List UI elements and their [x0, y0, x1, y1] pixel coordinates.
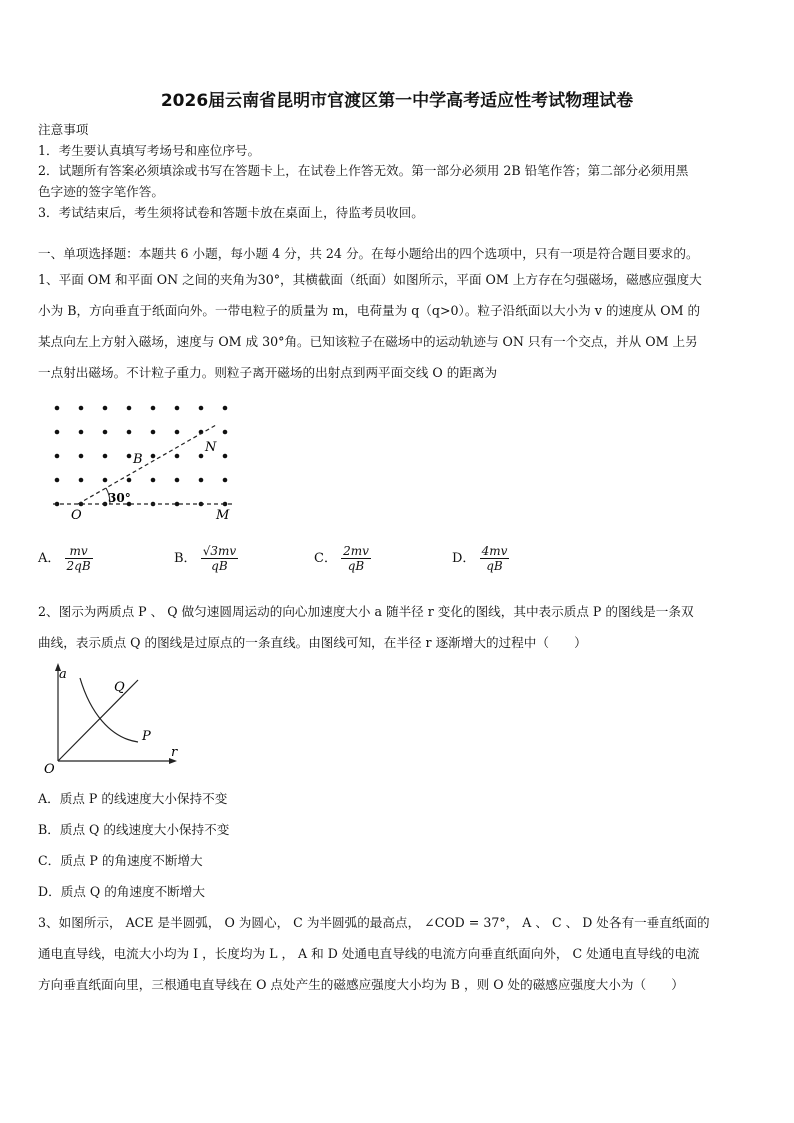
label-P: P: [142, 729, 151, 744]
label-B: B: [133, 452, 143, 467]
field-dot: [79, 478, 84, 483]
field-dot: [223, 430, 228, 435]
field-dot: [55, 478, 60, 483]
q1-option-c[interactable]: C． $\frac{2mv}{qB}$: [314, 544, 369, 573]
plane-ON-line: [78, 425, 216, 504]
q1-option-b-fraction: $\frac{√3mv}{qB}$: [202, 544, 237, 573]
field-dot: [175, 454, 180, 459]
notice-item-1: 1．考生要认真填写考场号和座位序号。: [38, 143, 261, 158]
field-dot: [55, 430, 60, 435]
notice-heading: 注意事项: [38, 122, 89, 137]
field-dot: [223, 454, 228, 459]
field-dot: [175, 406, 180, 411]
q1-option-a-fraction: $\frac{mv}{2qB}$: [66, 544, 91, 573]
label-O: O: [71, 508, 82, 523]
field-dot: [79, 454, 84, 459]
q3-line-1: 3、如图所示， ACE 是半圆弧， O 为圆心， C 为半圆弧的最高点， ∠COD = 37°， A 、 C 、 D 处各有一垂直纸面的: [38, 915, 710, 930]
q2-figure: [42, 660, 192, 778]
field-dot: [199, 454, 204, 459]
notice-item-2: 2．试题所有答案必须填涂或书写在答题卡上，在试卷上作答无效。第一部分必须用 2B 铅笔作答；第二部分必须用黑: [38, 163, 689, 178]
field-dot: [151, 430, 156, 435]
field-dot: [127, 406, 132, 411]
q1-figure: [40, 395, 250, 525]
q3-line-3: 方向垂直纸面向里，三根通电直导线在 O 点处产生的磁感应强度大小均为 B ，则 O 处的磁感应强度大小为（ ）: [38, 977, 684, 992]
label-M: M: [216, 508, 230, 523]
label-Q: Q: [114, 680, 125, 695]
field-dot: [127, 478, 132, 483]
q3-line-2: 通电直导线，电流大小均为 I ，长度均为 L ， A 和 D 处通电直导线的电流方向垂直纸面向外， C 处通电直导线的电流: [38, 946, 700, 961]
q1-line-2: 小为 B，方向垂直于纸面向外。一带电粒子的质量为 m，电荷量为 q（q>0）。粒子沿纸面以大小为 v 的速度从 OM 的: [38, 303, 701, 318]
field-dot: [79, 406, 84, 411]
q1-line-1: 1、平面 OM 和平面 ON 之间的夹角为30°，其横截面（纸面）如图所示，平面 OM 上方存在匀强磁场，磁感应强度大: [38, 272, 702, 287]
q1-option-d[interactable]: D． $\frac{4mv}{qB}$: [452, 544, 508, 573]
axis-label-r: r: [171, 745, 178, 760]
notice-item-3: 3．考试结束后，考生须将试卷和答题卡放在桌面上，待监考员收回。: [38, 205, 424, 220]
q2-line-1: 2、图示为两质点 P 、 Q 做匀速圆周运动的向心加速度大小 a 随半径 r 变化的图线，其中表示质点 P 的图线是一条双: [38, 604, 694, 619]
field-dot: [103, 430, 108, 435]
field-dot: [103, 406, 108, 411]
section-heading: 一、单项选择题：本题共 6 小题，每小题 4 分，共 24 分。在每小题给出的四个选项中，只有一项是符合题目要求的。: [38, 246, 699, 261]
field-dot: [79, 430, 84, 435]
q1-option-b[interactable]: B． $\frac{√3mv}{qB}$: [174, 544, 237, 573]
notice-item-2-cont: 色字迹的签字笔作答。: [38, 184, 164, 199]
field-dot: [55, 454, 60, 459]
q2-option-d[interactable]: D．质点 Q 的角速度不断增大: [38, 884, 205, 899]
q1-option-a[interactable]: A． $\frac{mv}{2qB}$: [38, 544, 91, 573]
q1-line-4: 一点射出磁场。不计粒子重力。则粒子离开磁场的出射点到两平面交线 O 的距离为: [38, 365, 498, 380]
field-dot: [223, 406, 228, 411]
q2-line-2: 曲线，表示质点 Q 的图线是过原点的一条直线。由图线可知，在半径 r 逐渐增大的过程中（ ）: [38, 635, 587, 650]
field-dot: [199, 478, 204, 483]
field-dot: [103, 454, 108, 459]
field-dot: [223, 478, 228, 483]
field-dot: [127, 430, 132, 435]
label-N: N: [205, 440, 217, 455]
field-dot: [151, 478, 156, 483]
axis-label-a: a: [59, 667, 67, 682]
field-dot: [151, 454, 156, 459]
page-title: 2026届云南省昆明市官渡区第一中学高考适应性考试物理试卷: [160, 91, 634, 111]
field-dot: [151, 406, 156, 411]
q2-option-b[interactable]: B．质点 Q 的线速度大小保持不变: [38, 822, 230, 837]
field-dot: [175, 430, 180, 435]
field-dot: [103, 478, 108, 483]
q1-line-3: 某点向左上方射入磁场，速度与 OM 成 30°角。已知该粒子在磁场中的运动轨迹与 ON 只有一个交点，并从 OM 上另: [38, 334, 698, 349]
q2-option-c[interactable]: C．质点 P 的角速度不断增大: [38, 853, 203, 868]
angle-label: 30°: [108, 491, 131, 505]
q2-option-a[interactable]: A．质点 P 的线速度大小保持不变: [38, 791, 228, 806]
q1-option-d-fraction: $\frac{4mv}{qB}$: [481, 544, 508, 573]
field-dot: [55, 406, 60, 411]
field-dot: [127, 454, 132, 459]
field-dot: [199, 406, 204, 411]
q1-option-c-fraction: $\frac{2mv}{qB}$: [343, 544, 369, 573]
origin-label: O: [44, 762, 55, 777]
field-dot: [175, 478, 180, 483]
line-Q: [58, 680, 138, 761]
